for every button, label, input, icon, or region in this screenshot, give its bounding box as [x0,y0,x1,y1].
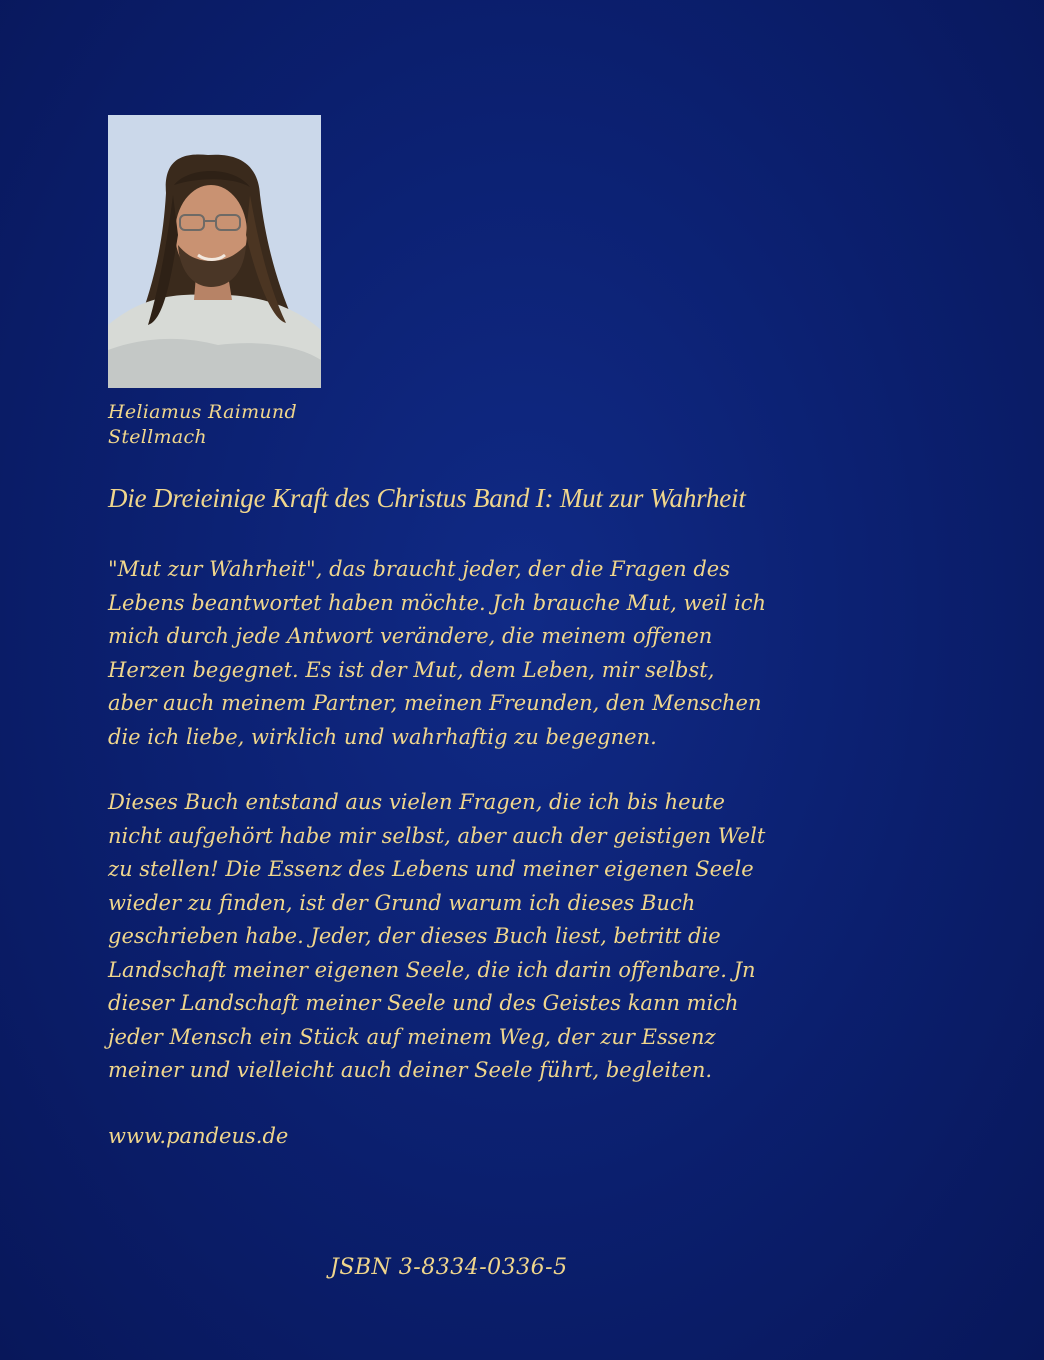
text-line: Herzen begegnet. Es ist der Mut, dem Leben, mir selbst, [108,657,715,682]
book-title: Die Dreieinige Kraft des Christus Band I: Mut zur Wahrheit [108,483,746,513]
text-line: nicht aufgehört habe mir selbst, aber auch der geistigen Welt [108,823,766,848]
author-name-line: Heliamus Raimund [108,401,297,423]
text-line: die ich liebe, wirklich und wahrhaftig zu begegnen. [108,724,657,749]
text-line: Landschaft meiner eigenen Seele, die ich darin offenbare. Jn [108,957,756,982]
text-line: dieser Landschaft meiner Seele und des Geistes kann mich [108,991,739,1015]
website-url: www.pandeus.de [108,1124,289,1148]
text-line: Lebens beantwortet haben möchte. Jch brauche Mut, weil ich [108,590,767,615]
text-line: jeder Mensch ein Stück auf meinem Weg, der zur Essenz [108,1024,716,1049]
blurb-paragraph-2 [108,786,868,1088]
text-line: mich durch jede Antwort verändere, die meinem offenen [108,624,713,648]
text-line: Dieses Buch entstand aus vielen Fragen, die ich bis heute [108,790,725,814]
text-line: aber auch meinem Partner, meinen Freunden, den Menschen [108,691,762,715]
text-line: geschrieben habe. Jeder, der dieses Buch liest, betritt die [108,924,721,948]
text-line: zu stellen! Die Essenz des Lebens und meiner eigenen Seele [108,857,754,881]
text-line: wieder zu finden, ist der Grund warum ich dieses Buch [108,890,696,915]
isbn-number: JSBN 3-8334-0336-5 [330,1255,568,1280]
author-photo [108,115,321,388]
text-line: "Mut zur Wahrheit", das braucht jeder, der die Fragen des [108,557,730,581]
author-name-line: Stellmach [108,426,207,448]
blurb-paragraph-1 [108,553,868,754]
author-name [108,400,368,450]
text-line: meiner und vielleicht auch deiner Seele führt, begleiten. [108,1058,713,1082]
